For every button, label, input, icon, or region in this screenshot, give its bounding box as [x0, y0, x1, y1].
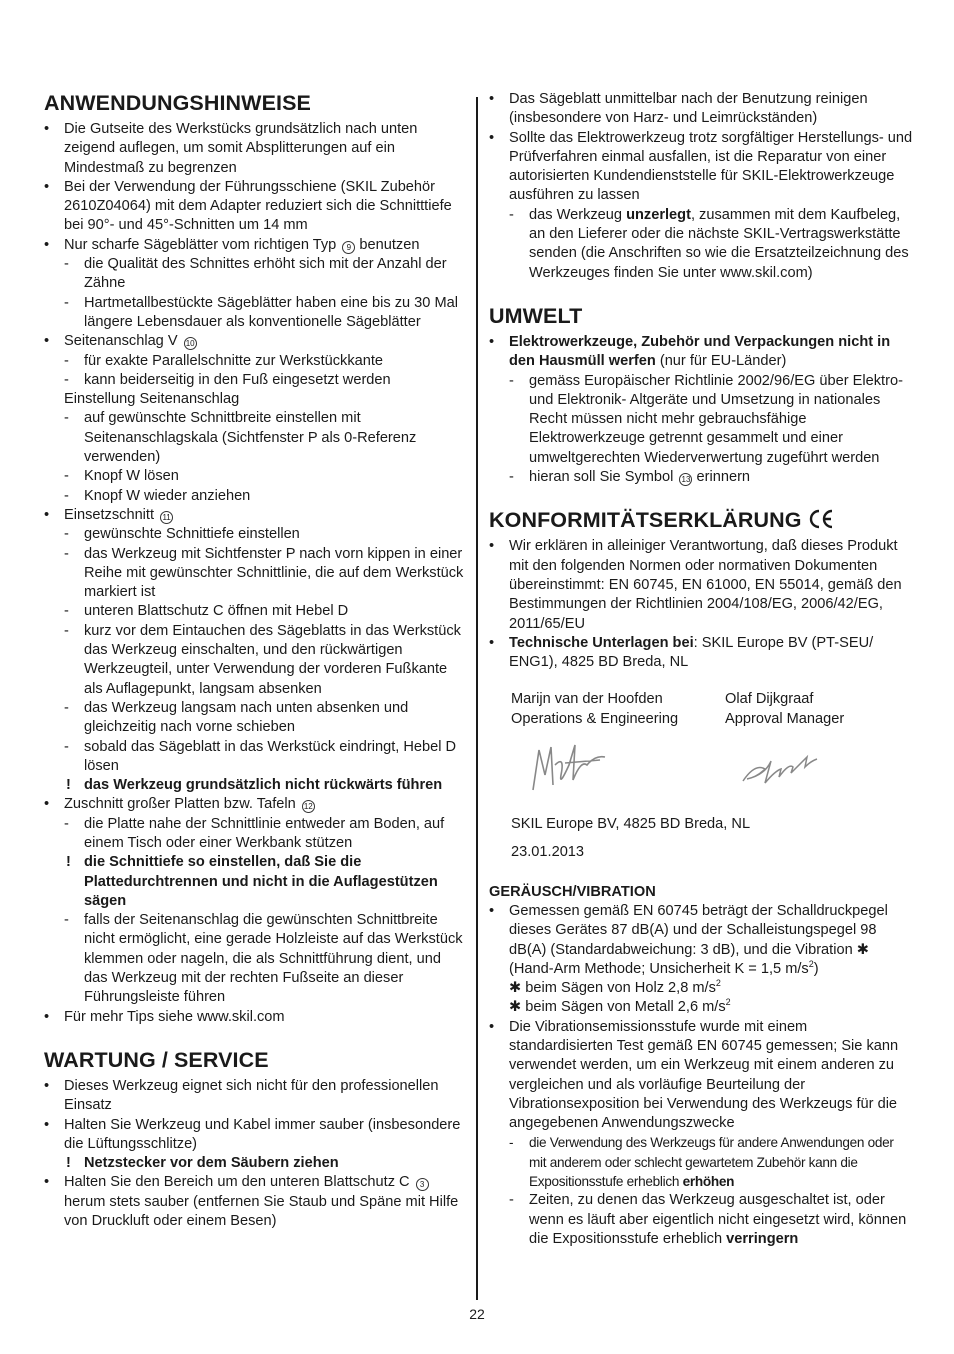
list-item: - Knopf W lösen: [64, 468, 179, 485]
list-item: • Für mehr Tips siehe www.skil.com: [44, 1008, 285, 1025]
signer2-name: Olaf Dijkgraaf: [725, 691, 814, 708]
signer1-title: Operations & Engineering: [511, 710, 679, 727]
figure-reference-number: 12: [302, 800, 315, 813]
wartung-continued-list: [489, 90, 914, 283]
signature-block: [511, 690, 914, 809]
list-item: • Nur scharfe Sägeblätter vom richtigen Typ 9 benutzen: [44, 236, 420, 253]
list-item: • Dieses Werkzeug eignet sich nicht für den professionellen Einsatz: [44, 1077, 439, 1114]
list-item: ! die Schnittiefe so einstellen, daß Sie die Plattedurchtrennen und nicht in die Auflagestützen sägen: [66, 854, 438, 909]
list-item: • Die Vibrationsemissionsstufe wurde mit einem standardisierten Test gemäß EN 60745 gemessen; Sie kann verwendet werden, um ein Werkzeug mit einem anderen zu vergleichen und als vorläufige Beurteilung der Vibrationsexposition bei Verwendung des Werkzeugs für die angegebenen Anwendungszwecke: [489, 1018, 899, 1132]
heading-umwelt: UMWELT: [489, 303, 583, 328]
list-item: ! das Werkzeug grundsätzlich nicht rückwärts führen: [66, 777, 443, 794]
list-item: - Hartmetallbestückte Sägeblätter haben eine bis zu 30 Mal längere Lebensdauer als konventionelle Sägeblätter: [64, 294, 458, 330]
list-item: • Die Gutseite des Werkstücks grundsätzlich nach unten zeigend auflegen, um somit Absplitterungen auf ein Mindestmaß zu begrenzen: [44, 121, 418, 176]
list-item: • Gemessen gemäß EN 60745 beträgt der Schalldruckpegel dieses Gerätes 87 dB(A) und der Schalleistungspegel 98 dB(A) (Standardabweichung: 3 dB), und die Vibration ✱ (Hand-Arm Methode; Unsicherheit K = 1,5 $m/s^2$) ✱ beim Sägen von Holz 2,8 $m/s^2$ ✱ beim Sägen von Metall 2,6 $m/s^2$: [489, 902, 888, 1016]
list-item: ! Netzstecker vor dem Säubern ziehen: [66, 1155, 339, 1172]
list-item: • Das Sägeblatt unmittelbar nach der Benutzung reinigen (insbesondere von Harz- und Leimrückständen): [489, 91, 868, 127]
list-item: • Zuschnitt großer Platten bzw. Tafeln 12: [44, 795, 464, 814]
column-divider: [476, 97, 478, 1300]
heading-wartung-service: WARTUNG / SERVICE: [44, 1047, 269, 1072]
list-item: • Halten Sie den Bereich um den unteren Blattschutz C 3 herum stets sauber (entfernen Sie Staub und Späne mit Hilfe von Druckluft oder einem Besen): [44, 1174, 459, 1230]
konformitaet-list: [489, 537, 914, 672]
heading-konformitaetserklaerung: KONFORMITÄTSERKLÄRUNG: [489, 507, 914, 533]
list-item: - gewünschte Schnittiefe einstellen: [64, 526, 300, 543]
list-item: - die Qualität des Schnittes erhöht sich mit der Anzahl der Zähne: [64, 256, 447, 292]
umwelt-list: [489, 333, 914, 487]
list-item: - hieran soll Sie Symbol 13 erinnern: [509, 469, 751, 486]
figure-reference-number: 13: [679, 473, 692, 486]
left-column: [44, 90, 464, 1231]
signer2-title: Approval Manager: [725, 710, 845, 727]
list-item: - kurz vor dem Eintauchen des Sägeblatts in das Werkstück das Werkzeug einschalten, und den rückwärtigen Werkzeugteil, unter Verwendung der vorderen Fußkante als Auflagepunkt, langsam absenken: [64, 622, 461, 697]
figure-reference-number: 3: [416, 1178, 429, 1191]
ce-mark-icon: [808, 509, 834, 529]
list-item: Einstellung Seitenanschlag: [64, 391, 240, 408]
list-item: - auf gewünschte Schnittbreite einstellen mit Seitenanschlagskala (Sichtfenster P als 0-Referenz verwenden): [64, 410, 417, 466]
figure-reference-number: 11: [160, 511, 173, 524]
heading-geraeusch-vibration: GERÄUSCH/VIBRATION: [489, 883, 656, 900]
list-item: - Zeiten, zu denen das Werkzeug ausgeschaltet ist, oder wenn es läuft aber eigentlich nicht eingesetzt wird, können die Expositionsstufe erheblich verringern: [509, 1192, 907, 1247]
signature2-image: [725, 729, 925, 809]
signer1-name: Marijn van der Hoofden: [511, 691, 663, 708]
list-item: - gemäss Europäischer Richtlinie 2002/96/EG über Elektro- und Elektronik- Altgeräte und Umsetzung in nationales Recht müssen nicht mehr gebrauchsfähige Elektrowerkzeuge getrennt gesammelt und einer umweltgerechten Wiederverwertung zugeführt werden: [509, 372, 903, 466]
list-item: - sobald das Sägeblatt in das Werkstück eindringt, Hebel D lösen: [64, 738, 457, 774]
wartung-list: [44, 1077, 464, 1231]
list-item: • Sollte das Elektrowerkzeug trotz sorgfältiger Herstellungs- und Prüfverfahren einmal ausfallen, ist die Reparatur von einer autorisierten Kundendienststelle für SKIL-Elektrowerkzeuge ausführen zu lassen: [489, 129, 913, 204]
list-item: - kann beiderseitig in den Fuß eingesetzt werden: [64, 371, 391, 388]
list-item: • Elektrowerkzeuge, Zubehör und Verpackungen nicht in den Hausmüll werfen (nur für EU-Länder): [489, 333, 891, 370]
list-item: - für exakte Parallelschnitte zur Werkstückkante: [64, 352, 384, 369]
figure-reference-number: 9: [342, 241, 355, 254]
list-item: • Seitenanschlag V 10: [44, 332, 464, 351]
list-item: - Knopf W wieder anziehen: [64, 487, 251, 504]
list-item: - die Platte nahe der Schnittlinie entweder am Boden, auf einem Tisch oder einer Werkbank stützen: [64, 815, 445, 851]
list-item: • Wir erklären in alleiniger Verantwortung, daß dieses Produkt mit den folgenden Normen oder normativen Dokumenten übereinstimmt: EN 60745, EN 61000, EN 55014, gemäß den Bestimmungen der Richtlinien 2004/108/EG, 2006/42/EG, 2011/65/EU: [489, 538, 902, 632]
list-item: - unteren Blattschutz C öffnen mit Hebel D: [64, 603, 349, 620]
date-line: 23.01.2013: [511, 844, 585, 861]
heading-anwendungshinweise: ANWENDUNGSHINWEISE: [44, 91, 311, 115]
figure-reference-number: 10: [184, 337, 197, 350]
list-item: • Halten Sie Werkzeug und Kabel immer sauber (insbesondere die Lüftungsschlitze): [44, 1116, 461, 1152]
page-number: 22: [469, 1306, 485, 1322]
right-column: [489, 90, 914, 1249]
list-item: - das Werkzeug unzerlegt, zusammen mit dem Kaufbeleg, an den Lieferer oder die nächste SKIL-Vertragswerkstätte senden (die Anschriften so wie die Ersatzteilzeichnung des Werkzeuges finden Sie unter www.skil.com): [509, 206, 909, 281]
list-item: - das Werkzeug mit Sichtfenster P nach vorn kippen in einer Reihe mit gewünschter Schnittlinie, die auf dem Werkstück markiert ist: [64, 545, 464, 601]
anwendung-list: [44, 120, 464, 1027]
list-item: • Einsetzschnitt 11: [44, 506, 464, 525]
company-line: SKIL Europe BV, 4825 BD Breda, NL: [511, 816, 751, 833]
list-item: - falls der Seitenanschlag die gewünschten Schnittbreite nicht ermöglicht, eine gerade Holzleiste auf das Werkstück klemmen oder nageln, die als Schnittführung dient, und das Werkzeug mit der rechten Fußseite an dieser Führungsleiste führen: [64, 912, 463, 1006]
list-item: • Technische Unterlagen bei: SKIL Europe BV (PT-SEU/ ENG1), 4825 BD Breda, NL: [489, 634, 874, 671]
list-item: - das Werkzeug langsam nach unten absenken und gleichzeitig nach vorne schieben: [64, 699, 409, 736]
list-item: - die Verwendung des Werkzeugs für andere Anwendungen oder mit anderem oder schlecht gewartetem Zubehör kann die Expositionsstufe erheblich erhöhen: [509, 1135, 894, 1190]
list-item: • Bei der Verwendung der Führungsschiene (SKIL Zubehör 2610Z04064) mit dem Adapter reduziert sich die Schnitttiefe bei 90°- und 45°-Schnitten um 14 mm: [44, 178, 452, 234]
signature1-image: [511, 729, 725, 809]
